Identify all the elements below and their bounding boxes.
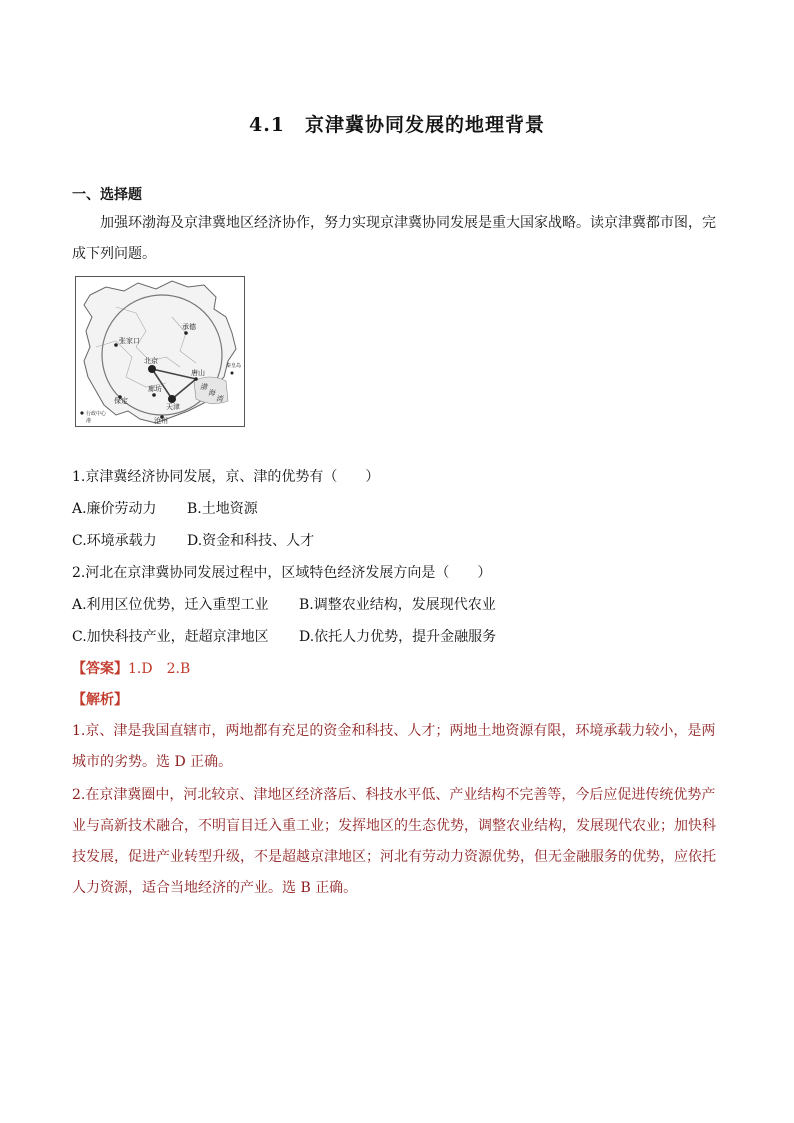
q2-option-a: A.利用区位优势，迁入重型工业 — [72, 597, 269, 613]
legend-admin-center: 行政中心 — [86, 411, 107, 417]
page-title: 4.1 京津冀协同发展的地理背景 — [248, 114, 546, 136]
langfang-dot — [152, 393, 156, 397]
legend-dot — [80, 411, 83, 414]
answer-text: 1.D 2.B — [128, 661, 191, 677]
zhangjiakou-dot — [114, 343, 118, 347]
q2-option-d: D.依托人力优势，提升金融服务 — [299, 629, 497, 645]
question-2-stem: 2.河北在京津冀协同发展过程中，区域特色经济发展方向是（ ） — [72, 565, 492, 581]
label-bohai-3: 湾 — [216, 395, 223, 403]
label-qinhuangdao: 秦皇岛 — [226, 363, 242, 369]
q1-option-c: C.环境承载力 — [72, 533, 157, 549]
answer-line — [72, 658, 190, 678]
chengde-dot — [184, 331, 188, 335]
analysis-tag: 【解析】 — [72, 692, 128, 708]
beijing-dot — [148, 365, 156, 373]
label-zhangjiakou: 张家口 — [119, 337, 140, 345]
answer-tag: 【答案】 — [72, 661, 128, 677]
label-cangzhou: 沧州 — [154, 417, 168, 425]
section-heading: 一、选择题 — [72, 187, 142, 203]
label-bohai-1: 渤 — [200, 383, 207, 391]
label-beijing: 北京 — [144, 357, 158, 365]
qinhuangdao-dot — [231, 372, 234, 375]
label-baoding: 保定 — [114, 397, 128, 405]
legend-port: 港 — [86, 418, 92, 424]
q2-option-c: C.加快科技产业，赶超京津地区 — [72, 629, 269, 645]
label-tianjin: 天津 — [166, 403, 180, 411]
label-langfang: 廊坊 — [148, 385, 162, 393]
tangshan-dot — [194, 377, 198, 381]
q2-option-b: B.调整农业结构，发展现代农业 — [299, 597, 496, 613]
question-1-stem: 1.京津冀经济协同发展，京、津的优势有（ ） — [72, 469, 380, 485]
label-bohai-2: 海 — [208, 389, 215, 397]
analysis-item-1: 1.京、津是我国直辖市，两地都有充足的资金和科技、人才；两地土地资源有限，环境承载力较小，是两城市的劣势。选 D 正确。 — [72, 723, 716, 770]
label-chengde: 承德 — [182, 323, 196, 331]
intro-paragraph: 加强环渤海及京津冀地区经济协作，努力实现京津冀协同发展是重大国家战略。读京津冀都市图，完成下列问题。 — [72, 215, 716, 262]
q1-option-a: A.廉价劳动力 — [72, 501, 157, 517]
label-tangshan: 唐山 — [191, 369, 205, 377]
q1-option-d: D.资金和科技、人才 — [187, 533, 315, 549]
q1-option-b: B.土地资源 — [187, 501, 258, 517]
analysis-heading — [72, 689, 128, 709]
analysis-item-2: 2.在京津冀圈中，河北较京、津地区经济落后、科技水平低、产业结构不完善等，今后应促进传统优势产业与高新技术融合，不明盲目迁入重工业；发挥地区的生态优势，调整农业结构，发展现代农业；加快科技发展，促进产业转型升级，不是超越京津地区；河北有劳动力资源优势，但无金融服务的优势，应依托人力资源，适合当地经济的产业。选 B 正确。 — [72, 787, 716, 896]
jingjinji-map-figure — [75, 276, 245, 427]
tianjin-dot — [168, 395, 176, 403]
